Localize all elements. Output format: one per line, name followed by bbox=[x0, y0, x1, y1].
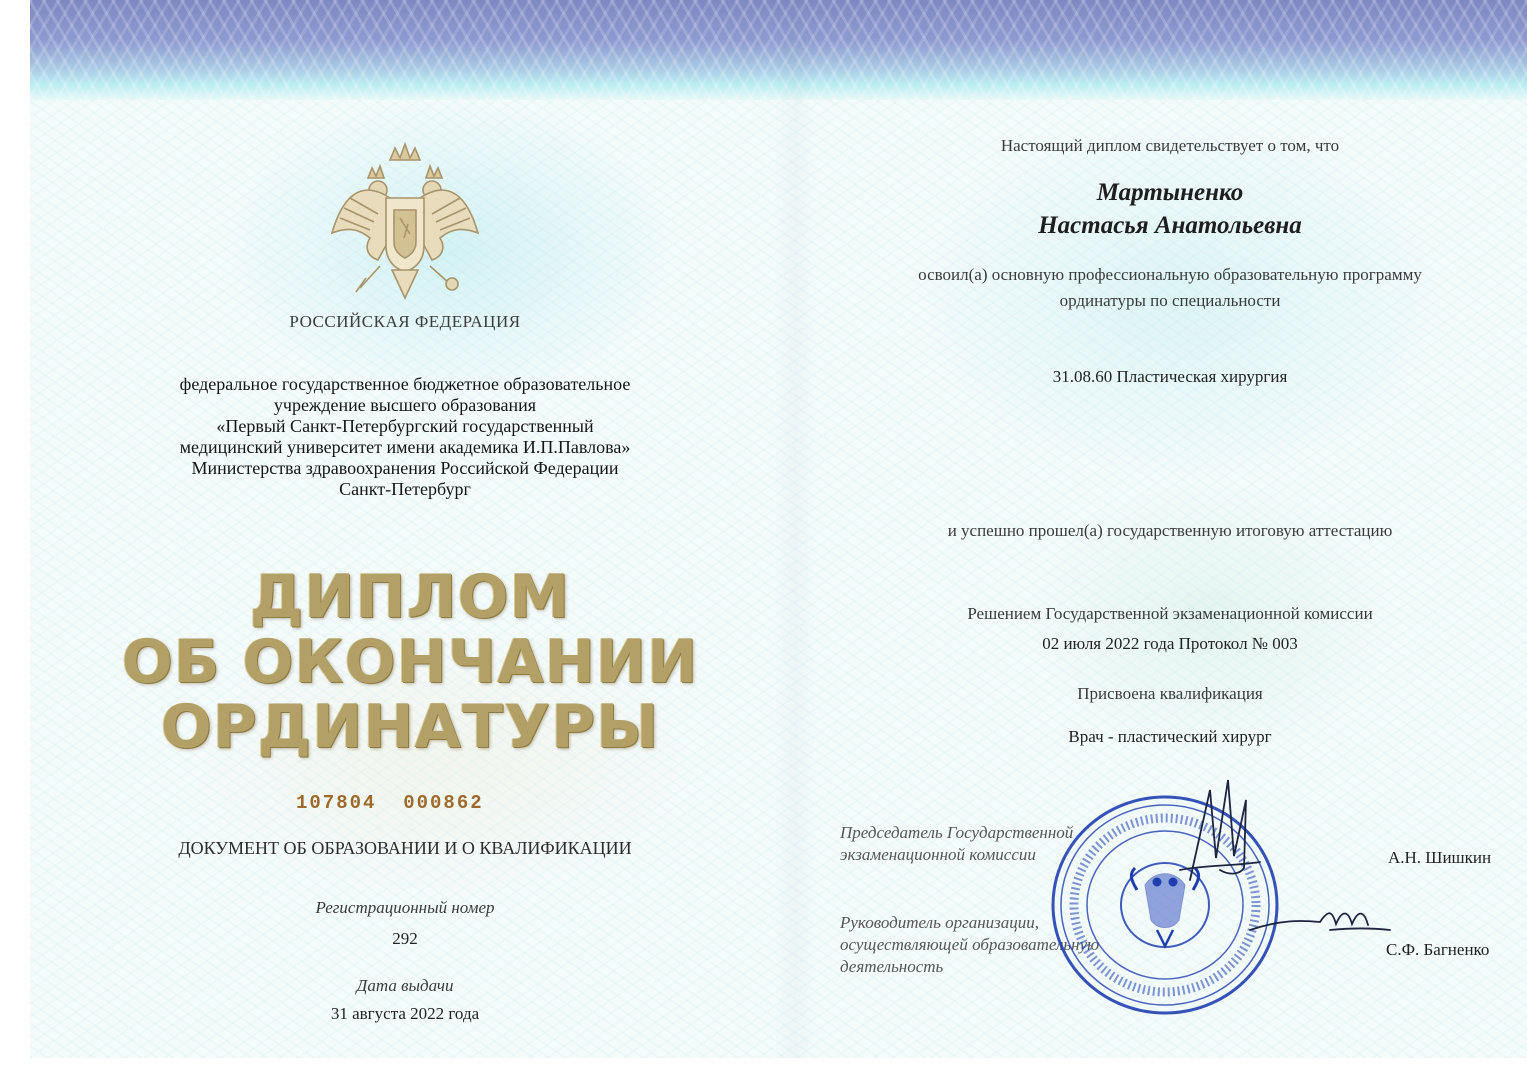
attestation-statement: и успешно прошел(а) государственную итоговую аттестацию bbox=[947, 521, 1393, 540]
chair-name: А.Н. Шишкин bbox=[1388, 848, 1492, 867]
graduate-surname: Мартыненко bbox=[1096, 179, 1244, 206]
institution-line: медицинский университет имени академика И.П.Павлова» bbox=[179, 437, 631, 457]
signature-icon bbox=[1150, 770, 1410, 970]
diploma-title-line: ДИПЛОМ bbox=[249, 562, 571, 632]
chair-title-line: экзаменационной комиссии bbox=[840, 845, 1036, 864]
specialty: 31.08.60 Пластическая хирургия bbox=[1052, 367, 1288, 386]
institution-block bbox=[120, 374, 690, 500]
graduate-name bbox=[870, 176, 1470, 242]
issue-date-label: Дата выдачи bbox=[356, 976, 454, 995]
double-headed-eagle-emblem-icon bbox=[320, 138, 490, 308]
institution-line: федеральное государственное бюджетное образовательное bbox=[179, 374, 631, 394]
head-name: С.Ф. Багненко bbox=[1386, 940, 1490, 959]
registration-label: Регистрационный номер bbox=[315, 898, 495, 917]
diploma-title-line: ОРДИНАТУРЫ bbox=[160, 692, 660, 762]
country-name: РОССИЙСКАЯ ФЕДЕРАЦИЯ bbox=[289, 312, 521, 331]
diploma-title bbox=[90, 562, 730, 762]
qualification-label: Присвоена квалификация bbox=[1077, 684, 1263, 703]
institution-line: Министерства здравоохранения Российской Федерации bbox=[191, 458, 619, 478]
institution-line: Санкт-Петербург bbox=[339, 479, 471, 499]
page-fold bbox=[775, 0, 815, 1058]
institution-line: «Первый Санкт-Петербургский государственный bbox=[216, 416, 594, 436]
issue-date: 31 августа 2022 года bbox=[330, 1004, 480, 1023]
head-title-line: деятельность bbox=[840, 957, 944, 976]
institution-line: учреждение высшего образования bbox=[273, 395, 537, 415]
diploma-title-line: ОБ ОКОНЧАНИИ bbox=[121, 627, 699, 697]
program-line: ординатуры по специальности bbox=[1059, 291, 1281, 310]
qualification: Врач - пластический хирург bbox=[1068, 727, 1272, 746]
protocol-line: 02 июля 2022 года Протокол № 003 bbox=[1042, 634, 1298, 653]
certify-intro: Настоящий диплом свидетельствует о том, что bbox=[1000, 136, 1340, 155]
chair-title-line: Председатель Государственной bbox=[840, 823, 1074, 842]
document-type: ДОКУМЕНТ ОБ ОБРАЗОВАНИИ И О КВАЛИФИКАЦИИ bbox=[178, 838, 632, 858]
serial-number: 107804 000862 bbox=[296, 792, 484, 814]
graduate-given-names: Настасья Анатольевна bbox=[1038, 212, 1302, 239]
registration-number: 292 bbox=[392, 929, 418, 948]
commission-decision: Решением Государственной экзаменационной комиссии bbox=[967, 604, 1373, 623]
program-line: освоил(а) основную профессиональную образовательную программу bbox=[918, 265, 1422, 284]
program-statement bbox=[830, 262, 1510, 314]
head-title-line: осуществляющей образовательную bbox=[840, 935, 1100, 954]
head-title-line: Руководитель организации, bbox=[840, 913, 1040, 932]
